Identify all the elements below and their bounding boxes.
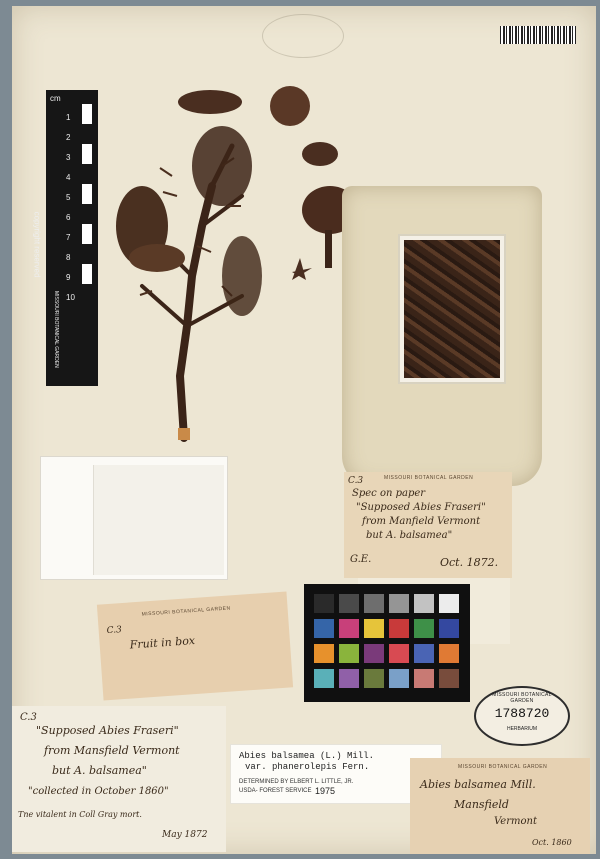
stamp-number: 1788720: [494, 706, 550, 721]
scale-ruler: [32, 90, 98, 386]
label-footer: Tne vitalent in Coll Gray mort.: [18, 810, 142, 819]
ruler-tick: 10: [66, 293, 75, 302]
collection-label-bottom-left: [12, 706, 226, 852]
color-swatch: [364, 669, 384, 688]
herbarium-sheet: [12, 6, 596, 854]
color-swatch: [439, 669, 459, 688]
label-code: C.3: [106, 625, 123, 637]
ruler-copyright: copyright reserved: [32, 211, 42, 278]
seed-contents: [404, 240, 500, 378]
label-text: Fruit in box: [129, 634, 196, 652]
label-line: but A. balsamea": [366, 530, 453, 541]
color-swatch: [389, 644, 409, 663]
label-line: "collected in October 1860": [28, 786, 169, 797]
color-swatch: [389, 669, 409, 688]
taxon-variety: var. phanerolepis Fern.: [245, 762, 370, 772]
color-swatch: [314, 669, 334, 688]
label-initials: G.E.: [350, 554, 372, 565]
color-checker-card: [304, 584, 470, 702]
label-institution: MISSOURI BOTANICAL GARDEN: [458, 764, 548, 770]
label-code: C.3: [348, 476, 364, 486]
cloth-seed-bag: [342, 186, 542, 486]
label-date: Oct. 1872.: [440, 556, 499, 569]
label-line: Mansfield: [454, 798, 509, 811]
color-swatch: [314, 644, 334, 663]
collection-label-middle-left: [97, 591, 293, 700]
ruler-tick: 5: [66, 193, 71, 202]
color-swatch: [439, 644, 459, 663]
collection-label-bottom-right: [410, 758, 590, 854]
color-swatch: [339, 619, 359, 638]
label-line: Abies balsamea Mill.: [420, 778, 536, 791]
label-date: Oct. 1860: [532, 838, 572, 847]
color-swatch: [339, 644, 359, 663]
collection-label-top-right: [344, 472, 512, 578]
label-code: C.3: [20, 712, 37, 723]
color-swatch: [364, 619, 384, 638]
color-swatch: [389, 619, 409, 638]
ruler-scale-bar: [82, 104, 92, 304]
ruler-unit: cm: [50, 94, 61, 103]
paper-packet: [40, 456, 228, 580]
color-swatch: [339, 669, 359, 688]
ruler-tick-labels: [66, 108, 80, 308]
color-swatch: [414, 669, 434, 688]
seed-box: [398, 234, 506, 384]
ruler-tick: 2: [66, 133, 71, 142]
label-line: "Supposed Abies Fraseri": [36, 724, 179, 737]
color-swatch: [439, 619, 459, 638]
color-swatch: [414, 619, 434, 638]
ruler-tick: 8: [66, 253, 71, 262]
label-institution: MISSOURI BOTANICAL GARDEN: [141, 605, 231, 618]
ruler-tick: 9: [66, 273, 71, 282]
determination-year: 1975: [315, 786, 336, 796]
color-swatch: [439, 594, 459, 613]
herbarium-stamp: [474, 686, 570, 746]
color-swatch: [339, 594, 359, 613]
ruler-tick: 1: [66, 113, 71, 122]
ruler-garden: MISSOURI BOTANICAL GARDEN: [53, 291, 59, 368]
color-swatch: [364, 594, 384, 613]
stamp-bottom-text: HERBARIUM: [506, 726, 537, 732]
color-swatch: [364, 644, 384, 663]
determiner: DETERMINED BY ELBERT L. LITTLE, JR.: [239, 779, 354, 785]
label-line: but A. balsamea": [52, 764, 147, 777]
stamp-top-text: MISSOURI BOTANICAL GARDEN: [492, 692, 552, 704]
determiner-agency: USDA- FOREST SERVICE: [239, 788, 312, 794]
ruler-tick: 7: [66, 233, 71, 242]
color-swatch: [414, 644, 434, 663]
label-line: Spec on paper: [352, 488, 426, 499]
label-date: May 1872: [162, 830, 208, 840]
taxon-name: Abies balsamea (L.) Mill.: [239, 751, 375, 761]
color-swatch: [414, 594, 434, 613]
ruler-tick: 6: [66, 213, 71, 222]
label-line: from Mansfield Vermont: [44, 744, 180, 757]
barcode: [500, 26, 576, 44]
label-line: from Manfield Vermont: [362, 516, 481, 527]
label-line: Vermont: [494, 816, 537, 827]
label-institution: MISSOURI BOTANICAL GARDEN: [384, 475, 474, 481]
ruler-tick: 3: [66, 153, 71, 162]
color-swatch: [389, 594, 409, 613]
faint-top-stamp: [262, 14, 344, 58]
ruler-tick: 4: [66, 173, 71, 182]
label-line: "Supposed Abies Fraseri": [356, 502, 486, 513]
color-swatch: [314, 619, 334, 638]
color-swatch: [314, 594, 334, 613]
